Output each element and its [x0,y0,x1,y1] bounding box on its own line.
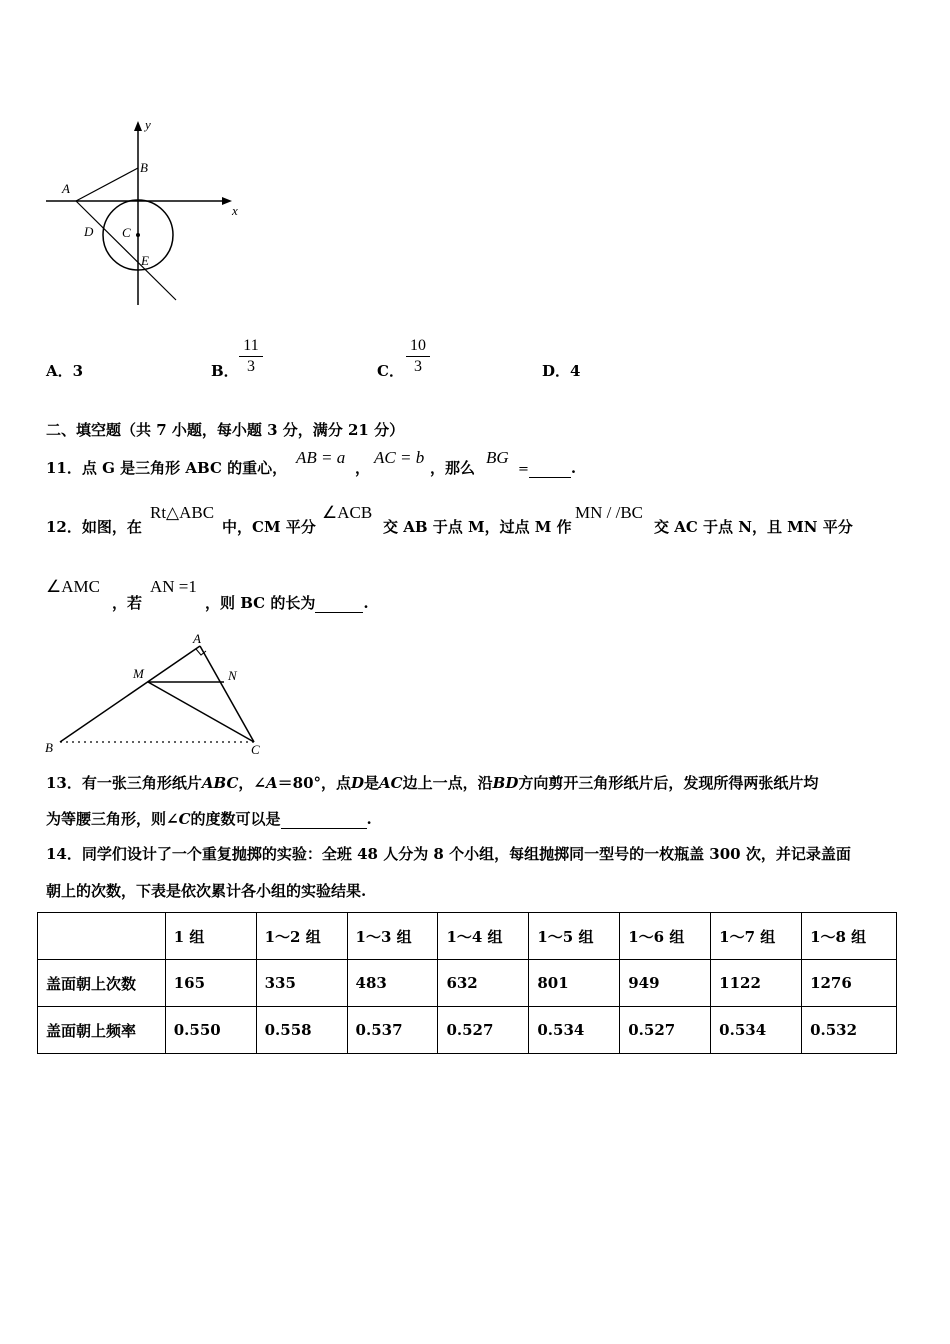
side-ac [200,646,254,742]
q14-line1: 14．同学们设计了一个重复抛掷的实验：全班 48 人分为 8 个小组，每组抛掷同一型号的一枚瓶盖 300 次，并记录盖面 [46,845,851,863]
option-a-value: 3 [72,362,84,380]
q12-math-amc: ∠AMC [46,577,100,596]
table-cell: 949 [620,960,711,1007]
q12-math-mn-bc: MN / /BC [575,503,644,522]
table-cell: 0.527 [438,1007,529,1054]
option-d[interactable] [542,360,580,381]
option-c-fraction [406,336,430,377]
q12-blank[interactable] [315,594,363,613]
option-b-numerator: 11 [239,336,263,357]
label-x: x [232,203,238,218]
q11-sep: ， [355,459,371,477]
label-d: D [84,224,94,239]
x-axis-arrow [222,197,232,205]
table-header-cell: 1～2 组 [256,913,347,960]
q13-t8: 的度数可以是 [190,810,281,828]
coordinate-circle-figure [40,115,250,310]
q12-math-acb: ∠ACB [322,503,373,522]
table-header-cell: 1～8 组 [802,913,897,960]
option-d-value: 4 [570,362,581,380]
label-n: N [228,668,237,683]
q13-a: A [266,774,278,792]
q12-part3: 交 AB 于点 M，过点 M 作 [383,518,572,536]
triangle-figure [40,628,275,758]
table-cell: 盖面朝上次数 [38,960,166,1007]
label-b: B [140,160,148,175]
option-b-fraction [239,336,263,377]
results-table [37,912,897,1054]
table-cell: 1122 [711,960,802,1007]
q13-bd: BD [492,774,519,792]
q13-ac: AC [379,774,403,792]
q12-part2: 中，CM 平分 [222,518,316,536]
table-header-cell [38,913,166,960]
table-header-cell: 1～6 组 [620,913,711,960]
table-cell: 0.534 [529,1007,620,1054]
table-row [38,1007,897,1054]
q11-answer [518,459,576,478]
option-b-label: B． [211,362,239,380]
q12-math-an: AN =1 [150,577,197,596]
q12-math-rt-abc: Rt△ABC [150,503,215,522]
table-row [38,960,897,1007]
table-header-row [38,913,897,960]
q13-t7: 为等腰三角形，则∠ [46,810,179,828]
option-a[interactable] [46,360,83,381]
label-m: M [133,666,144,681]
label-a: A [62,181,70,196]
q11-end: . [570,459,577,477]
q13-t6: 方向剪开三角形纸片后，发现所得两张纸片均 [518,774,819,792]
table-cell: 0.558 [256,1007,347,1054]
q11-blank[interactable] [529,459,571,478]
table-cell: 0.527 [620,1007,711,1054]
q13-t3: ＝80°，点 [277,774,352,792]
q13-t1: 13．有一张三角形纸片 [46,774,202,792]
side-ab [60,646,200,742]
q13-abc: ABC [201,774,239,792]
section-heading: 二、填空题（共 7 小题，每小题 3 分，满分 21 分） [46,421,405,439]
table-cell: 335 [256,960,347,1007]
q12-part1: 12．如图，在 [46,518,142,536]
q13-t4: 是 [364,774,380,792]
table-header-cell: 1～5 组 [529,913,620,960]
label-c: C [251,742,260,757]
option-d-label: D． [542,362,571,380]
q13-end: . [366,810,372,828]
label-a: A [193,631,201,646]
table-header-cell: 1～4 组 [438,913,529,960]
segment-ab [76,168,138,201]
table-header-cell: 1～3 组 [347,913,438,960]
option-c-numerator: 10 [406,336,430,357]
option-c-label: C． [377,362,404,380]
label-b: B [45,740,53,755]
table-cell: 801 [529,960,620,1007]
q12-question: ，则 BC 的长为 [205,594,316,612]
q11-prefix: 11．点 G 是三角形 ABC 的重心， [46,459,288,477]
q11-equals: = [518,462,529,477]
table-cell: 632 [438,960,529,1007]
q13-t5: 边上一点，沿 [402,774,493,792]
table-cell: 0.532 [802,1007,897,1054]
table-cell: 165 [165,960,256,1007]
q13-line2 [46,808,372,829]
q12-part5: ，若 [112,594,143,612]
q11-mid: ，那么 [430,459,476,477]
option-b-denominator: 3 [247,358,255,375]
option-b[interactable] [211,360,239,381]
table-cell: 0.550 [165,1007,256,1054]
table-cell: 1276 [802,960,897,1007]
center-point [136,233,140,237]
table-cell: 0.537 [347,1007,438,1054]
table-cell: 盖面朝上频率 [38,1007,166,1054]
q13-blank[interactable] [281,810,367,829]
option-c[interactable] [377,360,404,381]
q11-expr-bg: BG [486,448,509,467]
q12-end: . [363,594,369,612]
option-c-denominator: 3 [414,358,422,375]
q12-part4: 交 AC 于点 N，且 MN 平分 [654,518,853,536]
table-cell: 483 [347,960,438,1007]
q11-expr-ac: AC = b [374,448,425,467]
label-y: y [145,117,151,132]
q13-t2: ，∠ [238,774,266,792]
q13-line1 [46,772,818,793]
table-cell: 0.534 [711,1007,802,1054]
label-c: C [122,225,131,240]
line-ae [76,201,176,300]
segment-mc [148,682,254,742]
label-e: E [141,253,149,268]
q13-d: D [351,774,365,792]
table-header-cell: 1 组 [165,913,256,960]
q14-line2: 朝上的次数，下表是依次累计各小组的实验结果. [46,882,367,900]
q13-c: C [178,810,191,828]
q11-expr-ab: AB = a [296,448,346,467]
y-axis-arrow [134,121,142,131]
q12-part6 [205,592,369,613]
option-a-label: A． [46,362,73,380]
table-header-cell: 1～7 组 [711,913,802,960]
